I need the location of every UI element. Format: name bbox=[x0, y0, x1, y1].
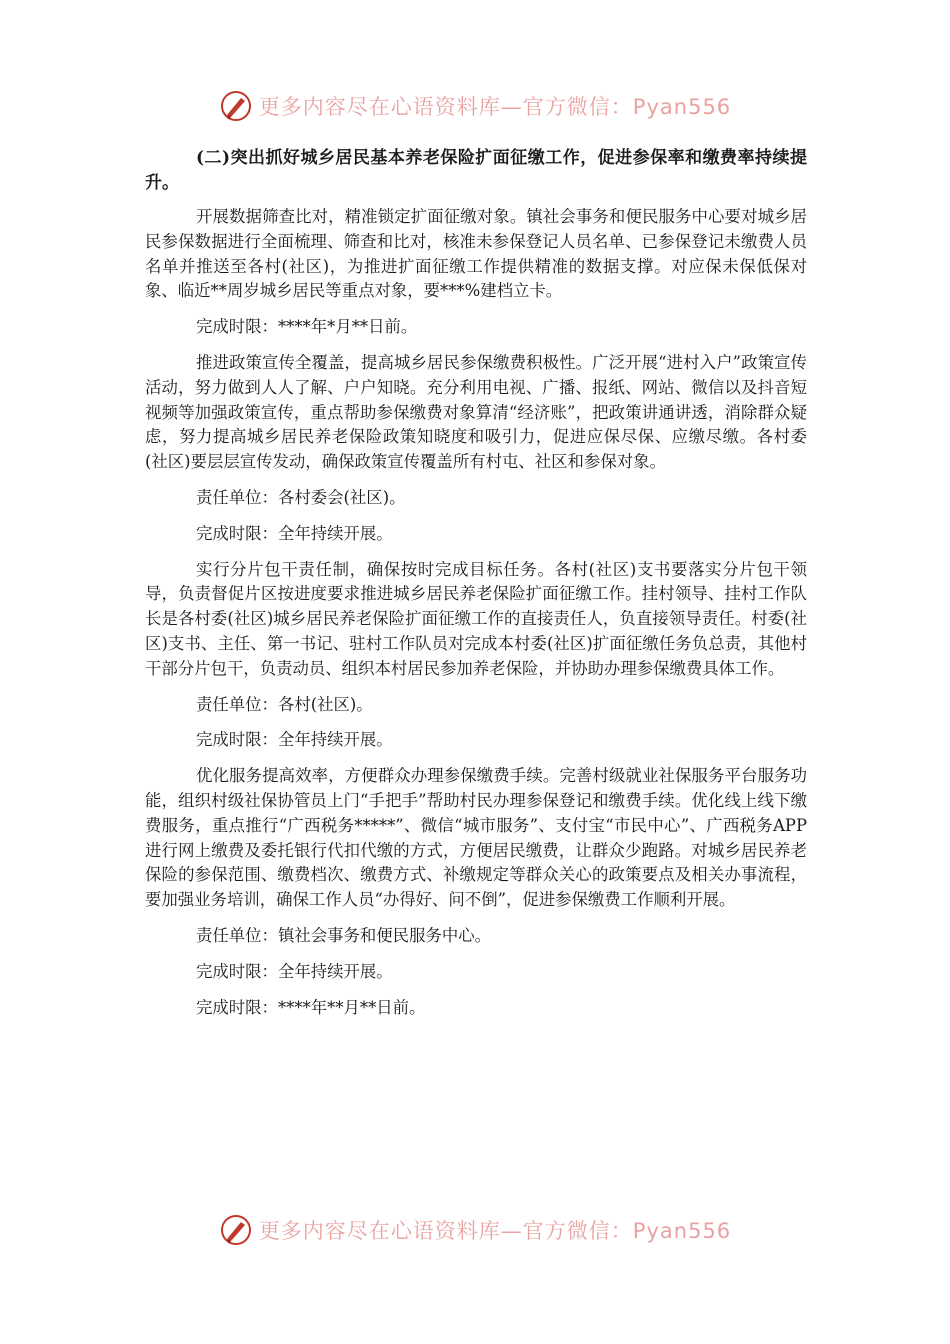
pen-logo-icon bbox=[219, 1213, 253, 1247]
pen-logo-icon bbox=[219, 89, 253, 123]
paragraph-responsible-unit-3: 责任单位：镇社会事务和便民服务中心。 bbox=[196, 925, 492, 945]
section-heading: (二)突出抓好城乡居民基本养老保险扩面征缴工作，促进参保率和缴费率持续提升。 bbox=[145, 148, 807, 193]
paragraph-responsible-unit-2: 责任单位：各村(社区)。 bbox=[196, 694, 373, 714]
document-body bbox=[145, 146, 807, 1031]
paragraph-responsible-unit-1: 责任单位：各村委会(社区)。 bbox=[196, 487, 406, 507]
paragraph-deadline-3: 完成时限：全年持续开展。 bbox=[196, 730, 393, 750]
paragraph-service-optimization: 优化服务提高效率，方便群众办理参保缴费手续。完善村级就业社保服务平台服务功能，组织村级社保协管员上门“手把手”帮助村民办理参保登记和缴费手续。优化线上线下缴费服务，重点推行“广西税务*****”、微信“城市服务”、支付宝“市民中心”、广西税务APP进行网上缴费及委托银行代扣代缴的方式，方便居民缴费，让群众少跑路。对城乡居民养老保险的参保范围、缴费档次、缴费方式、补缴规定等群众关心的政策要点及相关办事流程，要加强业务培训，确保工作人员“办得好、问不倒”，促进参保缴费工作顺利开展。 bbox=[145, 766, 807, 910]
paragraph-data-screening: 开展数据筛查比对，精准锁定扩面征缴对象。镇社会事务和便民服务中心要对城乡居民参保数据进行全面梳理、筛查和比对，核准未参保登记人员名单、已参保登记未缴费人员名单并推送至各村(社区)，为推进扩面征缴工作提供精准的数据支撑。对应保未保低保对象、临近**周岁城乡居民等重点对象，要***%建档立卡。 bbox=[145, 207, 807, 301]
header-banner-text: 更多内容尽在心语资料库—官方微信：Pyan556 bbox=[258, 95, 732, 119]
paragraph-deadline-2: 完成时限：全年持续开展。 bbox=[196, 523, 393, 543]
paragraph-responsibility-system: 实行分片包干责任制，确保按时完成目标任务。各村(社区)支书要落实分片包干领导，负责督促片区按进度要求推进城乡居民养老保险扩面征缴工作。挂村领导、挂村工作队长是各村委(社区)城乡居民养老保险扩面征缴工作的直接责任人，负直接领导责任。村委(社区)支书、主任、第一书记、驻村工作队员对完成本村委(社区)扩面征缴任务负总责，其他村干部分片包干，负责动员、组织本村居民参加养老保险，并协助办理参保缴费具体工作。 bbox=[145, 559, 807, 678]
paragraph-deadline-1: 完成时限：****年*月**日前。 bbox=[196, 317, 418, 337]
footer-watermark-banner bbox=[0, 1208, 950, 1252]
paragraph-policy-publicity: 推进政策宣传全覆盖，提高城乡居民参保缴费积极性。广泛开展“进村入户”政策宣传活动，努力做到人人了解、户户知晓。充分利用电视、广播、报纸、网站、微信以及抖音短视频等加强政策宣传，重点帮助参保缴费对象算清“经济账”，把政策讲通讲透，消除群众疑虑，努力提高城乡居民养老保险政策知晓度和吸引力，促进应保尽保、应缴尽缴。各村委(社区)要层层宣传发动，确保政策宣传覆盖所有村屯、社区和参保对象。 bbox=[145, 352, 807, 472]
paragraph-deadline-5: 完成时限：****年**月**日前。 bbox=[196, 997, 426, 1017]
header-watermark-banner bbox=[0, 84, 950, 128]
footer-banner-text: 更多内容尽在心语资料库—官方微信：Pyan556 bbox=[258, 1219, 732, 1243]
paragraph-deadline-4: 完成时限：全年持续开展。 bbox=[196, 961, 393, 981]
